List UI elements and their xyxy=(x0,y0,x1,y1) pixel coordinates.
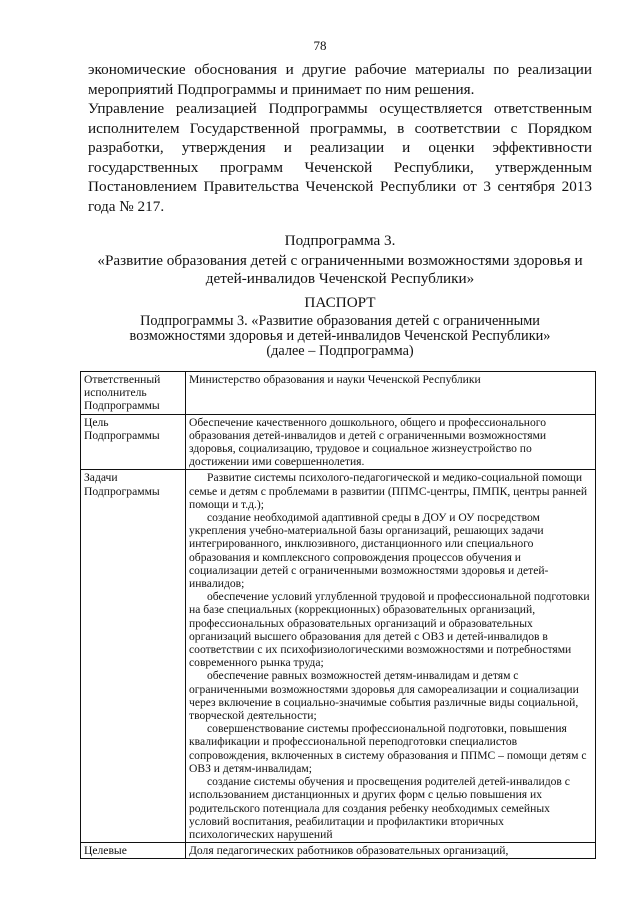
intro-paragraph-1: экономические обоснования и другие рабочие материалы по реализации мероприятий Подпрограммы и принимает по ним решения. xyxy=(88,61,592,98)
task-item: создание необходимой адаптивной среды в ДОУ и ОУ посредством укрепления учебно-материальной базы организаций, решающих задачи интегрированного, инклюзивного, дистанционного или специального образования и комплексного сопровождения процессов обучения и социализации детей с ограниченными возможностями здоровья и детей-инвалидов; xyxy=(189,511,549,591)
row-label: Ответственный исполнитель Подпрограммы xyxy=(81,372,186,415)
task-item: обеспечение равных возможностей детям-инвалидам и детям с ограниченными возможностями здоровья для самореализации и социализации через включение в социально-значимые события различные виды социальной, творческой деятельности; xyxy=(189,669,579,723)
passport-subtitle xyxy=(88,314,592,359)
task-item: совершенствование системы профессиональной подготовки, повышения квалификации и профессиональной переподготовки специалистов сопровождения, включенных в систему образования и ППМС – помощи детям с ОВЗ и детям-инвалидам; xyxy=(189,722,587,775)
table-row xyxy=(81,470,596,843)
task-item: Развитие системы психолого-педагогической и медико-социальной помощи семье и детям с проблемами в развитии (ППМС-центры, ПМПК, центры ранней помощи и т.д.); xyxy=(189,471,588,511)
row-label: Целевые xyxy=(81,843,186,859)
intro-text xyxy=(88,60,592,216)
passport-table xyxy=(80,371,596,859)
subprogram-title: «Развитие образования детей с ограниченными возможностями здоровья и детей-инвалидов Чеченской Республики» xyxy=(97,252,583,287)
passport-subtitle-line-3: (далее – Подпрограмма) xyxy=(266,343,414,359)
passport-subtitle-line-1: Подпрограммы 3. «Развитие образования детей с ограниченными xyxy=(140,313,540,329)
table-row xyxy=(81,843,596,859)
row-value: Обеспечение качественного дошкольного, общего и профессионального образования детей-инвалидов и детей с ограниченными возможностями здоровья, социализацию, трудовое и социальное жизнеустройство по достижении ими совершеннолетия. xyxy=(186,414,596,470)
row-value-tasks xyxy=(186,470,596,843)
row-label: Задачи Подпрограммы xyxy=(81,470,186,843)
row-label: Цель Подпрограммы xyxy=(81,414,186,470)
row-value: Министерство образования и науки Чеченской Республики xyxy=(186,372,596,415)
page-number: 78 xyxy=(313,38,327,53)
subprogram-heading: Подпрограмма 3. xyxy=(284,232,396,249)
table-row xyxy=(81,372,596,415)
row-value: Доля педагогических работников образовательных организаций, xyxy=(186,843,596,859)
task-item: обеспечение условий углубленной трудовой и профессиональной подготовки на базе специальных (коррекционных) образовательных организаций, профессиональных образовательных организаций и образовательных организаций высшего образования для детей с ОВЗ и детей-инвалидов в соответствии с их психофизиологическими возможностями и потребностями современного рынка труда; xyxy=(189,590,590,670)
intro-paragraph-2: Управление реализацией Подпрограммы осуществляется ответственным исполнителем Государственной программы, в соответствии с Порядком разработки, утверждения и реализации и оценки эффективности государственных программ Чеченской Республики, утвержденным Постановлением Правительства Чеченской Республики от 3 сентября 2013 года № 217. xyxy=(88,100,592,215)
table-row xyxy=(81,414,596,470)
task-item: создание системы обучения и просвещения родителей детей-инвалидов с использованием дистанционных и других форм с целью повышения их родительского потенциала для создания ребенку необходимых семейных условий воспитания, реабилитации и профилактики вторичных психологических нарушений xyxy=(189,775,570,841)
passport-heading: ПАСПОРТ xyxy=(304,294,376,311)
passport-subtitle-line-2: возможностями здоровья и детей-инвалидов Чеченской Республики» xyxy=(129,328,551,344)
